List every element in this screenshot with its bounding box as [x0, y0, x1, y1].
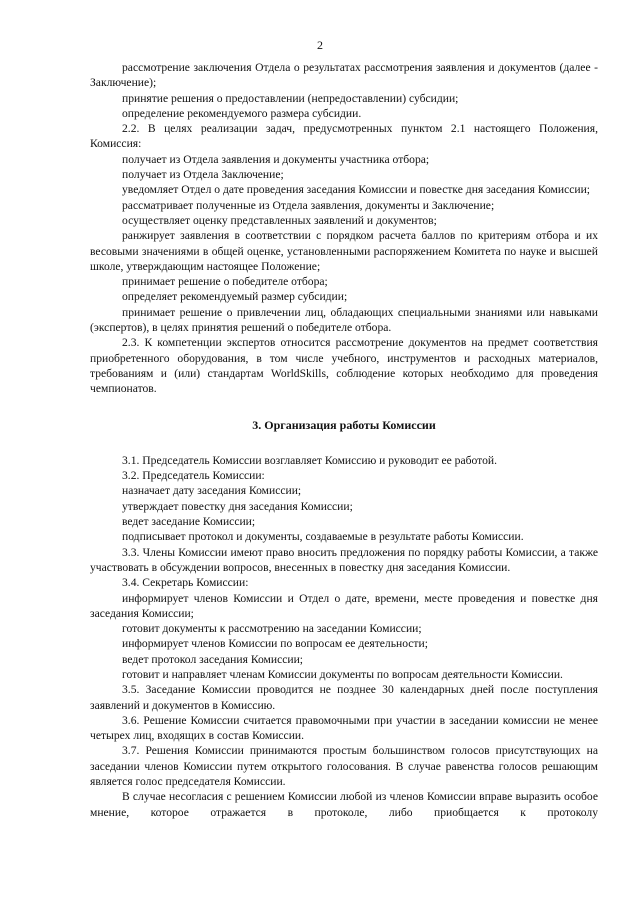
paragraph: 2.3. К компетенции экспертов относится рассмотрение документов на предмет соответствия приобретенного оборудования, в том числе учебного, инструментов и расходных материалов, требованиям и (или) стандартам WorldSkills, соблюдение которых необходимо для проведения чемпионатов. [90, 336, 598, 396]
paragraph: 3.3. Члены Комиссии имеют право вносить предложения по порядку работы Комиссии, а также участвовать в обсуждении вопросов, внесенных в повестку дня заседания Комиссии. [90, 545, 598, 574]
paragraph: ведет протокол заседания Комиссии; [122, 652, 304, 666]
paragraph: 3.7. Решения Комиссии принимаются простым большинством голосов присутствующих на заседании членов Комиссии путем открытого голосования. В случае равенства голосов решающим является голос председателя Комиссии. [90, 744, 598, 789]
paragraph: 2.2. В целях реализации задач, предусмотренных пунктом 2.1 настоящего Положения, Комиссия: [90, 122, 598, 151]
paragraph: 3.2. Председатель Комиссии: [122, 469, 265, 483]
paragraph: 3.6. Решение Комиссии считается правомочными при участии в заседании комиссии не менее четырех лиц, входящих в состав Комиссии. [90, 713, 598, 743]
paragraph: рассматривает полученные из Отдела заявления, документы и Заключение; [122, 198, 495, 212]
paragraph: рассмотрение заключения Отдела о результатах рассмотрения заявления и документов (далее - Заключение); [90, 61, 598, 90]
paragraph: ранжирует заявления в соответствии с порядком расчета баллов по критериям отбора и их весовыми значениями в общей оценке, установленными распоряжением Комитета по науке и высшей школе, утверждающим настоящее Положение; [90, 229, 598, 273]
paragraph: ведет заседание Комиссии; [122, 515, 256, 529]
page-number: 2 [317, 38, 323, 52]
paragraph: готовит документы к рассмотрению на заседании Комиссии; [122, 622, 422, 636]
paragraph: 3.4. Секретарь Комиссии: [122, 576, 249, 590]
paragraph: 3.1. Председатель Комиссии возглавляет Комиссию и руководит ее работой. [122, 453, 497, 467]
paragraph: 3.5. Заседание Комиссии проводится не позднее 30 календарных дней после поступления заявлений и документов в Комиссию. [90, 683, 598, 712]
paragraph: принятие решения о предоставлении (непредоставлении) субсидии; [122, 91, 459, 105]
paragraph: назначает дату заседания Комиссии; [122, 484, 302, 498]
paragraph: информирует членов Комиссии и Отдел о дате, времени, месте проведения и повестке дня заседания Комиссии; [90, 591, 598, 620]
paragraph: осуществляет оценку представленных заявлений и документов; [122, 213, 437, 227]
paragraph: В случае несогласия с решением Комиссии любой из членов Комиссии вправе выразить особое мнение, которое отражается в протоколе, либо приобщается к протоколу [90, 790, 598, 819]
paragraph: принимает решение о победителе отбора; [122, 275, 328, 289]
paragraph: принимает решение о привлечении лиц, обладающих специальными знаниями или навыками (экспертов), в целях принятия решений о победителе отбора. [90, 305, 598, 335]
document-body [90, 60, 598, 820]
paragraph: получает из Отдела Заключение; [122, 168, 284, 182]
paragraph: получает из Отдела заявления и документы участника отбора; [122, 152, 430, 166]
paragraph: определяет рекомендуемый размер субсидии; [122, 290, 348, 304]
paragraph: информирует членов Комиссии по вопросам ее деятельности; [122, 637, 428, 651]
paragraph: утверждает повестку дня заседания Комиссии; [122, 499, 353, 513]
paragraph: определение рекомендуемого размера субсидии. [122, 106, 362, 120]
paragraph: уведомляет Отдел о дате проведения заседания Комиссии и повестке дня заседания Комиссии; [122, 183, 591, 197]
paragraph: подписывает протокол и документы, создаваемые в результате работы Комиссии. [122, 530, 524, 544]
paragraph: готовит и направляет членам Комиссии документы по вопросам деятельности Комиссии. [122, 667, 563, 681]
section-heading: 3. Организация работы Комиссии [252, 417, 436, 432]
